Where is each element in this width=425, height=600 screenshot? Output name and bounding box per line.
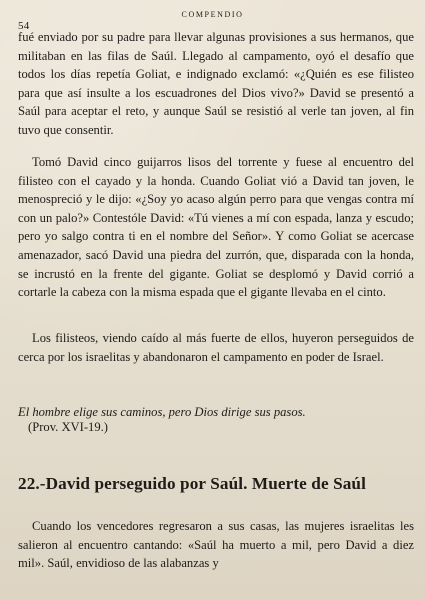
body-paragraph-3: Los filisteos, viendo caído al más fuerte de ellos, huyeron perseguidos de cerca por los israelitas y abandonaron el campamento en poder de Israel.	[18, 331, 414, 364]
section-paragraph: Cuando los vencedores regresaron a sus casas, las mujeres israelitas les salieron al encuentro cantando: «Saúl ha muerto a mil, pero David a diez mil». Saúl, envidioso de las alabanzas y	[18, 519, 414, 571]
running-head: COMPENDIO	[181, 10, 244, 19]
quote-text: El hombre elige sus caminos, pero Dios dirige sus pasos.	[18, 405, 306, 419]
page-number: 54	[18, 20, 30, 32]
body-paragraph-1: fué enviado por su padre para llevar algunas provisiones a sus hermanos, que militaban en las filas de Saúl. Llegado al campamento, oyó el desafío que todos los días repetía Goliat, e indignado exclamó: «¿Quién es ese filisteo para que así insulte a los escuadrones del Dios vivo?» David se presentó a Saúl para aceptar el reto, y aunque Saúl se resistió al verle tan joven, al fin tuvo que consentir.	[18, 30, 414, 137]
section-heading: 22.-David perseguido por Saúl. Muerte de Saúl	[18, 474, 366, 493]
body-paragraph-2: Tomó David cinco guijarros lisos del torrente y fuese al encuentro del filisteo con el cayado y la honda. Cuando Goliat vió a David tan joven, le menospreció y le dijo: «¿Soy yo acaso algún perro para que vengas contra mí con un palo?» Contestóle David: «Tú vienes a mí con espada, lanza y escudo; pero yo salgo contra ti en el nombre del Señor». Y como Goliat se acercase amenazador, sacó David una piedra del zurrón, que, disparada con la honda, se incrustó en la frente del gigante. Goliat se desplomó y David corrió a cortarle la cabeza con la misma espada que el gigante llevaba en el cinto.	[18, 155, 414, 300]
quote-reference: (Prov. XVI-19.)	[28, 420, 108, 434]
